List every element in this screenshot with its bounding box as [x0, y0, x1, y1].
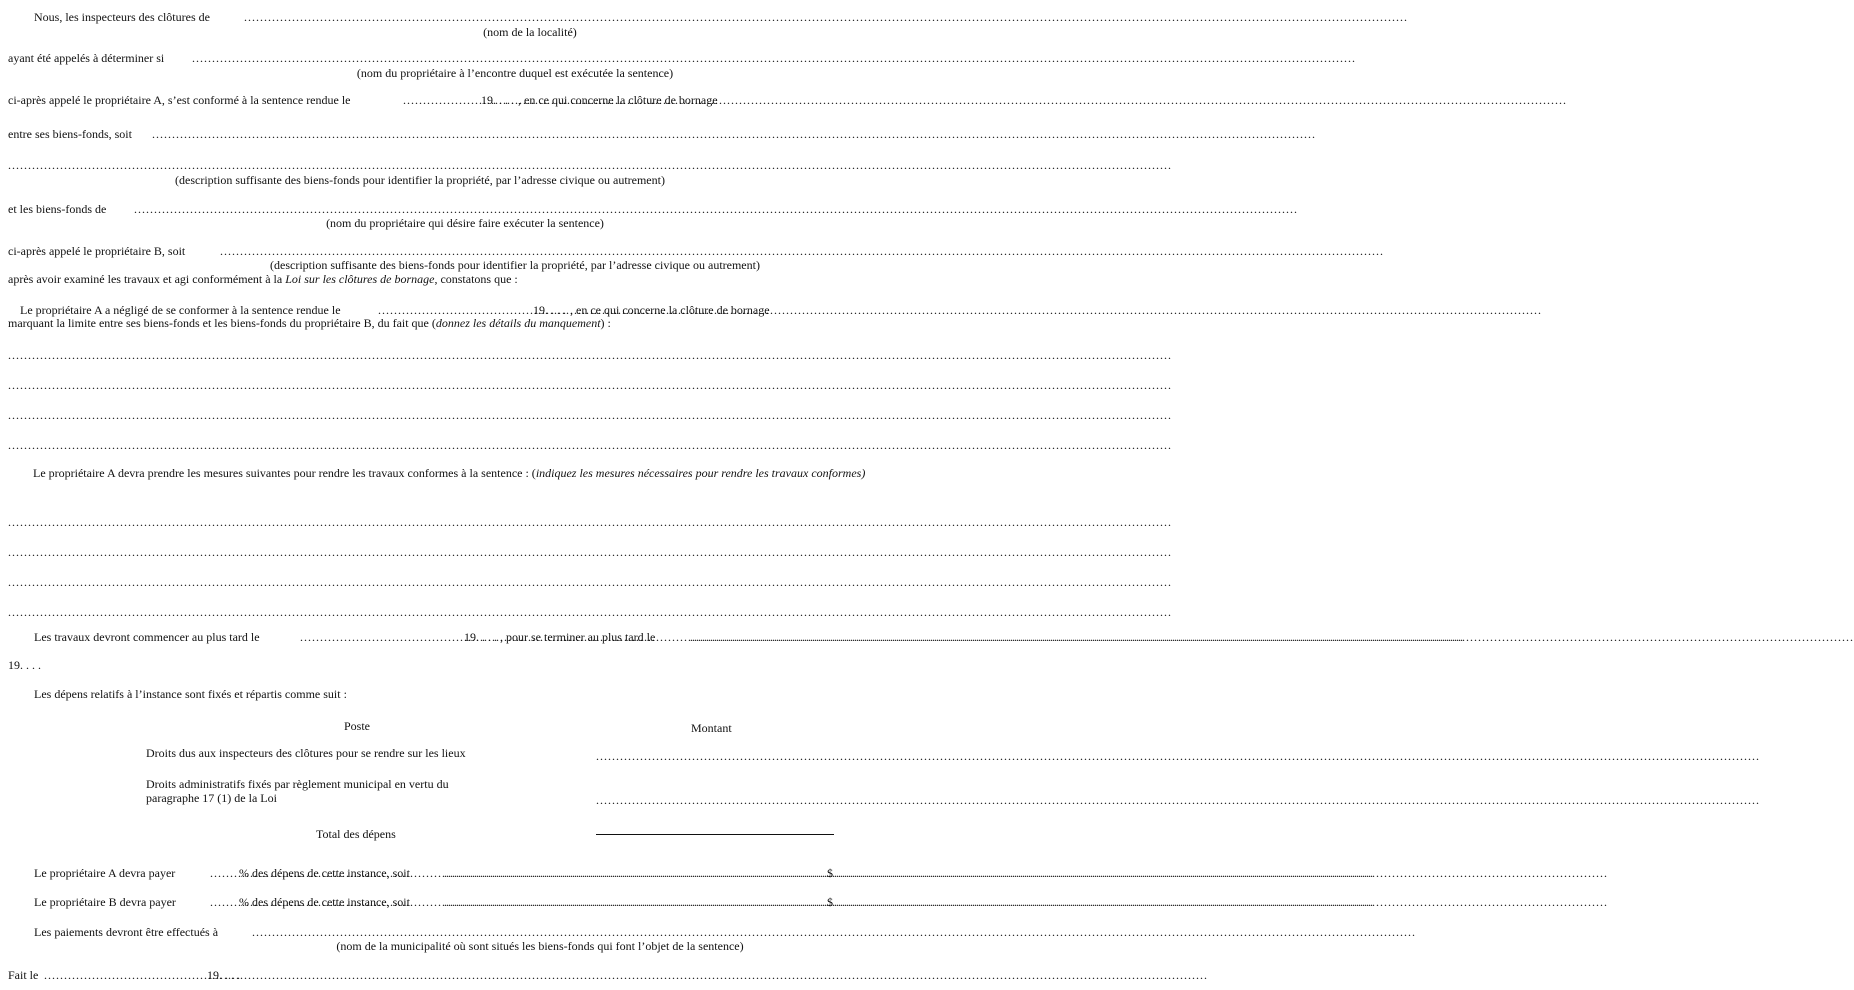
cost-row-2-label-2: paragraphe 17 (1) de la Loi [146, 791, 277, 805]
cost-row-2-label: Droits administratifs fixés par règlement municipal en vertu du [146, 777, 449, 791]
owner-a-amount-field[interactable] [444, 866, 824, 880]
details-line-4[interactable] [8, 438, 828, 452]
examined-text: après avoir examiné les travaux et agi conformément à la Loi sur les clôtures de bornage, constatons que : [8, 272, 518, 286]
start-year: 19. . . . [464, 630, 497, 644]
total-amount-line[interactable] [596, 834, 834, 835]
done-date-field[interactable] [44, 968, 204, 982]
owner-a-pay-label: Le propriétaire A devra payer [34, 866, 176, 880]
cost-row-2-amount[interactable] [596, 793, 832, 807]
owner-b-pay-label: Le propriétaire B devra payer [34, 895, 176, 909]
municipality-field[interactable] [252, 925, 832, 939]
measures-line-3[interactable] [8, 575, 828, 589]
amount-header: Montant [691, 721, 732, 735]
act-title: Loi sur les clôtures de bornage [285, 272, 435, 286]
fence-text: , en ce qui concerne la clôture de bornage [518, 93, 718, 107]
owner-a-name-field[interactable] [192, 51, 832, 65]
owner-a-intro: ci-après appelé le propriétaire A, s’est conformé à la sentence rendue le [8, 93, 351, 107]
item-header: Poste [344, 719, 371, 733]
measures-instruction: indiquez les mesures nécessaires pour rendre les travaux conformes [535, 466, 862, 480]
start-date-field[interactable] [300, 630, 460, 644]
sentence-year: 19. . . . [481, 93, 514, 107]
done-label: Fait le [8, 968, 39, 982]
owner-a-currency: $ [827, 866, 833, 880]
lands-label: entre ses biens-fonds, soit [8, 127, 132, 141]
measures-line-2[interactable] [8, 545, 828, 559]
payment-to-label: Les paiements devront être effectués à [34, 925, 219, 939]
measures-text: Le propriétaire A devra prendre les mesures suivantes pour rendre les travaux conformes à la sentence : (indiquez les mesures nécessaires pour rendre les travaux conformes) [33, 466, 866, 480]
owner-b-caption: (nom du propriétaire qui désire faire exécuter la sentence) [326, 216, 604, 230]
costs-intro: Les dépens relatifs à l’instance sont fixés et répartis comme suit : [34, 687, 347, 701]
intro-label: Nous, les inspecteurs des clôtures de [34, 10, 210, 24]
owner-b-pay-text: % des dépens de cette instance, soit [239, 895, 410, 909]
measures-line-4[interactable] [8, 605, 828, 619]
owner-b-intro: ci-après appelé le propriétaire B, soit [8, 244, 186, 258]
sentence-date-field[interactable] [403, 93, 479, 107]
neglect-text-line2: marquant la limite entre ses biens-fonds et les biens-fonds du propriétaire B, du fait que (donnez les détails du manquement) : [8, 316, 611, 330]
cost-row-1-amount[interactable] [596, 749, 832, 763]
owner-b-name-field[interactable] [134, 202, 832, 216]
total-label: Total des dépens [316, 827, 396, 841]
measures-line-1[interactable] [8, 515, 828, 529]
neglect-date-field[interactable] [378, 303, 530, 317]
details-line-3[interactable] [8, 408, 828, 422]
owner-b-currency: $ [827, 895, 833, 909]
lands-b-caption: (description suffisante des biens-fonds pour identifier la propriété, par l’adresse civique ou autrement) [270, 258, 760, 272]
end-date-field[interactable] [690, 630, 832, 644]
locality-caption: (nom de la localité) [483, 25, 577, 39]
owner-b-percent-field[interactable] [210, 895, 238, 909]
owner-b-amount-field[interactable] [444, 895, 824, 909]
neglect-text: Le propriétaire A a négligé de se conformer à la sentence rendue le [20, 303, 341, 317]
schedule-text: Les travaux devront commencer au plus tard le [34, 630, 260, 644]
lands-a-caption: (description suffisante des biens-fonds pour identifier la propriété, par l’adresse civique ou autrement) [175, 173, 665, 187]
owner-a-caption: (nom du propriétaire à l’encontre duquel est exécutée la sentence) [356, 66, 674, 80]
end-year: 19. . . . [8, 658, 41, 672]
neglect-fence-text: , en ce qui concerne la clôture de bornage [570, 303, 770, 317]
municipality-caption: (nom de la municipalité où sont situés les biens-fonds qui font l’objet de la sentence) [336, 939, 744, 953]
done-year: 19. . . . [207, 968, 240, 982]
locality-field[interactable] [244, 10, 832, 24]
lands-of-label: et les biens-fonds de [8, 202, 107, 216]
neglect-year: 19. . . . [533, 303, 566, 317]
cost-row-1-label: Droits dus aux inspecteurs des clôtures pour se rendre sur les lieux [146, 746, 466, 760]
owner-a-pay-text: % des dépens de cette instance, soit [239, 866, 410, 880]
end-text: , pour se terminer au plus tard le [500, 630, 656, 644]
lands-b-field[interactable] [220, 244, 832, 258]
determine-label: ayant été appelés à déterminer si [8, 51, 165, 65]
lands-a-field-2[interactable] [8, 158, 832, 172]
owner-a-percent-field[interactable] [210, 866, 238, 880]
lands-a-field[interactable] [152, 127, 832, 141]
details-line-2[interactable] [8, 378, 828, 392]
details-line-1[interactable] [8, 348, 828, 362]
